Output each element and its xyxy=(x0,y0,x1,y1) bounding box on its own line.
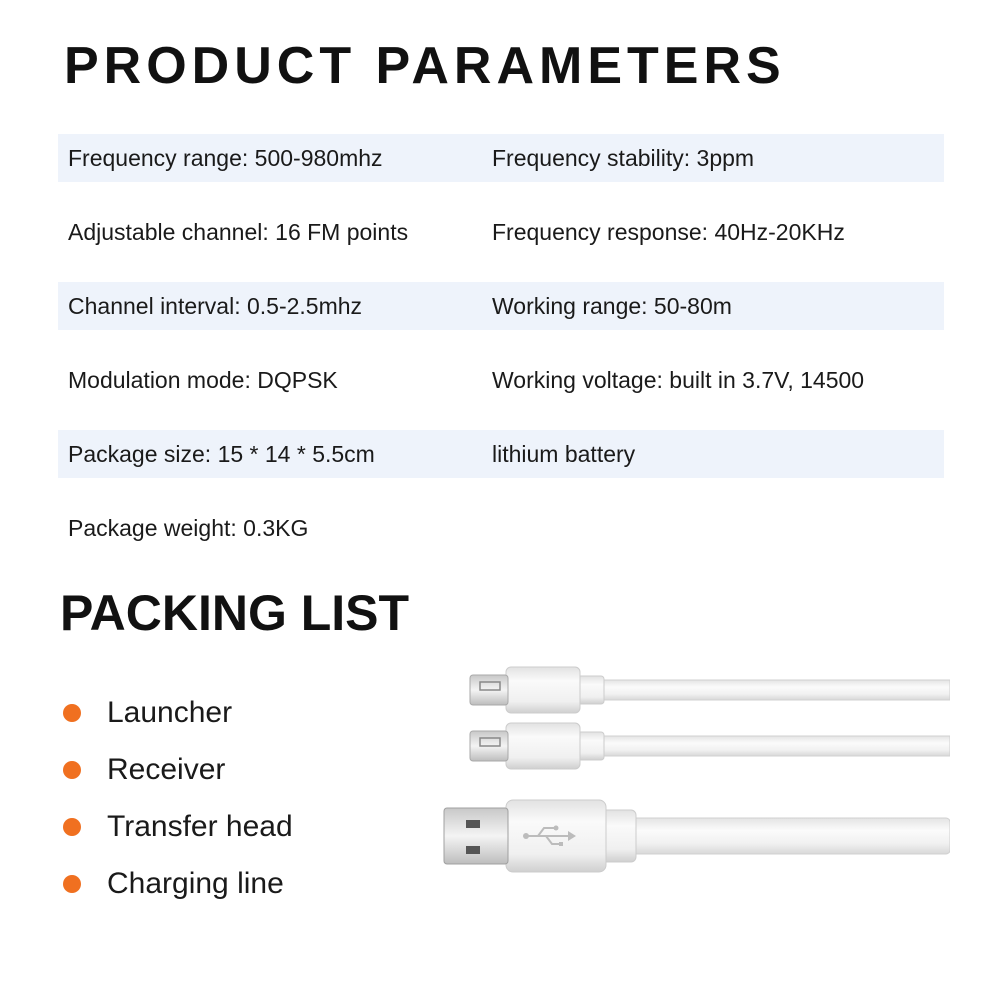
parameter-row xyxy=(58,430,944,478)
parameters-table xyxy=(58,134,944,578)
parameter-row xyxy=(58,356,944,404)
list-item xyxy=(60,741,293,798)
packing-list-title: PACKING LIST xyxy=(60,585,410,641)
product-parameters-title: PRODUCT PARAMETERS xyxy=(64,37,786,95)
parameter-left: Package size: 15 * 14 * 5.5cm xyxy=(68,440,375,467)
parameter-left: Frequency range: 500-980mhz xyxy=(68,144,383,171)
list-item xyxy=(60,798,293,855)
parameter-right: lithium battery xyxy=(492,440,636,467)
parameter-row xyxy=(58,282,944,330)
parameter-right: Working range: 50-80m xyxy=(492,292,732,319)
list-item xyxy=(60,855,293,912)
micro-usb-connector-icon xyxy=(470,667,950,713)
bullet-dot-icon xyxy=(63,761,81,779)
list-item-label: Transfer head xyxy=(107,809,293,843)
parameter-left: Modulation mode: DQPSK xyxy=(68,366,338,393)
bullet-dot-icon xyxy=(63,818,81,836)
packing-list xyxy=(60,684,293,912)
parameter-right: Working voltage: built in 3.7V, 14500 xyxy=(492,366,865,393)
list-item xyxy=(60,684,293,741)
bullet-dot-icon xyxy=(63,704,81,722)
parameter-row xyxy=(58,504,944,552)
list-item-label: Charging line xyxy=(107,866,284,900)
charging-cable-image xyxy=(440,660,950,890)
usb-a-connector-icon xyxy=(444,800,950,872)
list-item-label: Launcher xyxy=(107,695,233,729)
parameter-row xyxy=(58,134,944,182)
bullet-dot-icon xyxy=(63,875,81,893)
list-item-label: Receiver xyxy=(107,752,226,786)
parameter-right: Frequency stability: 3ppm xyxy=(492,144,755,171)
parameter-row xyxy=(58,208,944,256)
parameter-left: Adjustable channel: 16 FM points xyxy=(68,218,409,245)
parameter-left: Channel interval: 0.5-2.5mhz xyxy=(68,292,363,319)
parameter-left: Package weight: 0.3KG xyxy=(68,514,309,541)
micro-usb-connector-icon xyxy=(470,723,950,769)
parameter-right: Frequency response: 40Hz-20KHz xyxy=(492,218,845,245)
